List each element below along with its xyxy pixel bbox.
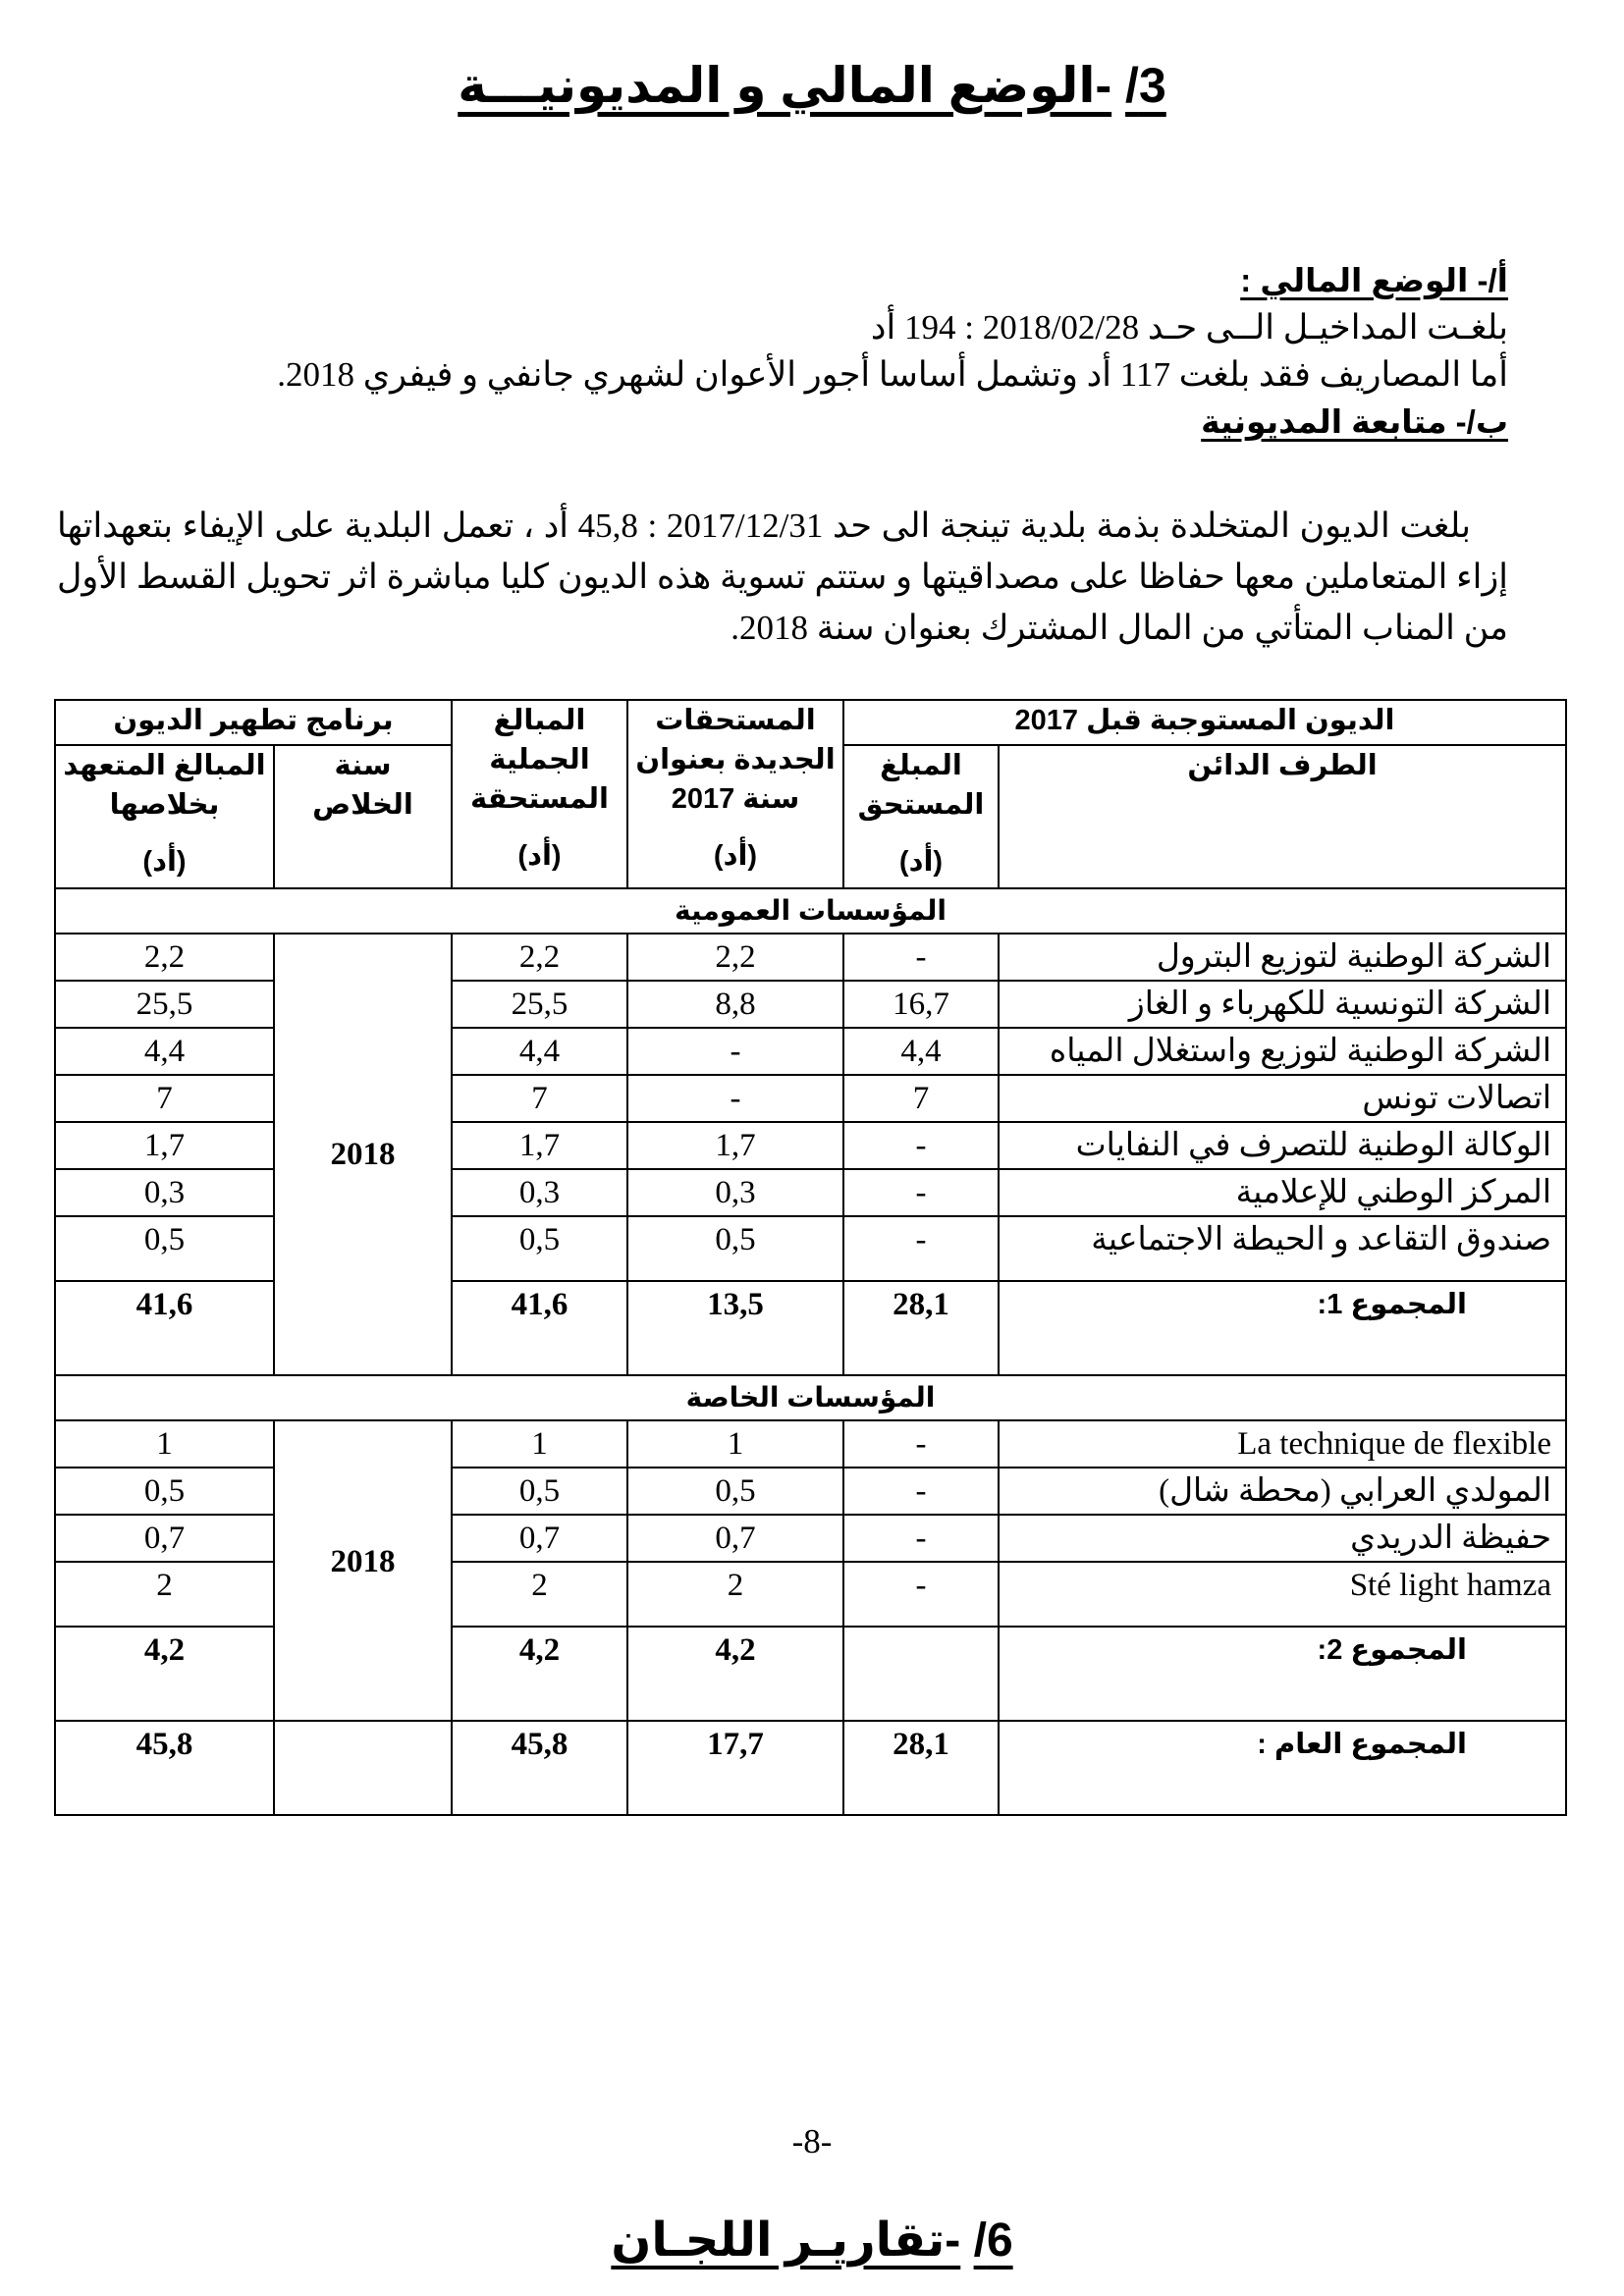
total-due-cell: 1 bbox=[452, 1420, 627, 1468]
subtotal-label: المجموع 1: bbox=[999, 1281, 1566, 1375]
revenue-line: بلغـت المداخيـل الــى حـد 2018/02/28 : 194 أد bbox=[870, 308, 1508, 347]
total-due-cell: 0,7 bbox=[452, 1515, 627, 1562]
new-dues-cell: 0,3 bbox=[627, 1169, 843, 1216]
new-dues-cell: 0,5 bbox=[627, 1468, 843, 1515]
payment-year-cell: 2018 bbox=[274, 1420, 452, 1721]
committed-cell: 4,4 bbox=[55, 1028, 274, 1075]
grand-total-committed: 45,8 bbox=[55, 1721, 274, 1815]
committed-cell: 1,7 bbox=[55, 1122, 274, 1169]
next-section-number: 6/ bbox=[973, 2215, 1013, 2267]
new-dues-cell: 1 bbox=[627, 1420, 843, 1468]
committed-cell: 0,7 bbox=[55, 1515, 274, 1562]
subtotal-amount-due bbox=[843, 1627, 999, 1721]
unit-label: (أد) bbox=[517, 840, 562, 872]
creditor-cell: المركز الوطني للإعلامية bbox=[999, 1169, 1566, 1216]
amount-due-cell: - bbox=[843, 1468, 999, 1515]
subtotal-total-due: 4,2 bbox=[452, 1627, 627, 1721]
subtotal-new-dues: 4,2 bbox=[627, 1627, 843, 1721]
total-due-cell: 0,3 bbox=[452, 1169, 627, 1216]
header-creditor: الطرف الدائن bbox=[999, 745, 1566, 888]
debt-paragraph: بلغت الديون المتخلدة بذمة بلدية تينجة الى حد 2017/12/31 : 45,8 أد ، تعمل البلدية على الإيفاء بتعهداتها إزاء المتعاملين معها حفاظا على مصداقيتها و ستتم تسوية هذه الديون كليا مباشرة اثر تحويل القسط الأول من المناب المتأتي من المال المشترك بعنوان سنة 2018. bbox=[57, 507, 1508, 647]
total-due-cell: 2 bbox=[452, 1562, 627, 1627]
amount-due-cell: - bbox=[843, 1420, 999, 1468]
header-program-group: برنامج تطهير الديون bbox=[55, 700, 452, 745]
unit-label: (أد) bbox=[713, 840, 758, 872]
section-title-text: -الوضع المالي و المديونيـــة bbox=[458, 58, 1112, 113]
subtotal-new-dues: 13,5 bbox=[627, 1281, 843, 1375]
committed-cell: 0,5 bbox=[55, 1216, 274, 1281]
page-number: -8- bbox=[791, 2122, 833, 2161]
grand-total-new-dues: 17,7 bbox=[627, 1721, 843, 1815]
creditor-cell: La technique de flexible bbox=[999, 1420, 1566, 1468]
financial-section bbox=[57, 257, 1508, 446]
creditor-cell: الشركة التونسية للكهرباء و الغاز bbox=[999, 981, 1566, 1028]
subtotal-amount-due: 28,1 bbox=[843, 1281, 999, 1375]
debt-heading: ب/- متابعة المديونية bbox=[1201, 403, 1508, 440]
total-due-cell: 1,7 bbox=[452, 1122, 627, 1169]
committed-cell: 2 bbox=[55, 1562, 274, 1627]
subtotal-label: المجموع 2: bbox=[999, 1627, 1566, 1721]
subtotal-total-due: 41,6 bbox=[452, 1281, 627, 1375]
header-new-dues: المستحقات الجديدة بعنوان سنة 2017 (أد) bbox=[627, 700, 843, 888]
total-due-cell: 0,5 bbox=[452, 1216, 627, 1281]
payment-year-cell: 2018 bbox=[274, 934, 452, 1375]
new-dues-cell: 2 bbox=[627, 1562, 843, 1627]
amount-due-cell: - bbox=[843, 1562, 999, 1627]
grand-total-amount-due: 28,1 bbox=[843, 1721, 999, 1815]
expenses-line: أما المصاريف فقد بلغت 117 أد وتشمل أساسا أجور الأعوان لشهري جانفي و فيفري 2018. bbox=[277, 355, 1508, 394]
debt-table bbox=[54, 699, 1567, 1816]
unit-label: (أد) bbox=[142, 846, 187, 878]
amount-due-cell: - bbox=[843, 1515, 999, 1562]
header-committed: المبالغ المتعهد بخلاصها (أد) bbox=[55, 745, 274, 888]
amount-due-cell: - bbox=[843, 1169, 999, 1216]
committed-cell: 0,3 bbox=[55, 1169, 274, 1216]
creditor-cell: صندوق التقاعد و الحيطة الاجتماعية bbox=[999, 1216, 1566, 1281]
amount-due-cell: 7 bbox=[843, 1075, 999, 1122]
total-due-cell: 7 bbox=[452, 1075, 627, 1122]
grand-total-total-due: 45,8 bbox=[452, 1721, 627, 1815]
new-dues-cell: 8,8 bbox=[627, 981, 843, 1028]
header-total-due: المبالغ الجملية المستحقة (أد) bbox=[452, 700, 627, 888]
creditor-cell: الشركة الوطنية لتوزيع البترول bbox=[999, 934, 1566, 981]
table-row bbox=[55, 1420, 1566, 1468]
creditor-cell: الشركة الوطنية لتوزيع واستغلال المياه bbox=[999, 1028, 1566, 1075]
new-dues-cell: 2,2 bbox=[627, 934, 843, 981]
financial-heading: أ/- الوضع المالي : bbox=[1240, 262, 1508, 298]
amount-due-cell: - bbox=[843, 1122, 999, 1169]
next-section-text: -تقاريـر اللجـان bbox=[611, 2215, 961, 2267]
new-dues-cell: 0,7 bbox=[627, 1515, 843, 1562]
section-title: المؤسسات العمومية bbox=[55, 888, 1566, 934]
creditor-cell: حفيظة الدريدي bbox=[999, 1515, 1566, 1562]
amount-due-cell: 4,4 bbox=[843, 1028, 999, 1075]
section-title-number: 3/ bbox=[1125, 58, 1166, 113]
amount-due-cell: - bbox=[843, 1216, 999, 1281]
new-dues-cell: - bbox=[627, 1028, 843, 1075]
new-dues-cell: 0,5 bbox=[627, 1216, 843, 1281]
section-title bbox=[0, 57, 1624, 114]
committed-cell: 2,2 bbox=[55, 934, 274, 981]
section-row bbox=[55, 1375, 1566, 1420]
grand-total-row bbox=[55, 1721, 1566, 1815]
header-due-group: الديون المستوجبة قبل 2017 bbox=[843, 700, 1566, 745]
creditor-cell: المولدي العرابي (محطة شال) bbox=[999, 1468, 1566, 1515]
subtotal-committed: 41,6 bbox=[55, 1281, 274, 1375]
total-due-cell: 25,5 bbox=[452, 981, 627, 1028]
total-due-cell: 0,5 bbox=[452, 1468, 627, 1515]
committed-cell: 0,5 bbox=[55, 1468, 274, 1515]
header-row-groups bbox=[55, 700, 1566, 745]
committed-cell: 1 bbox=[55, 1420, 274, 1468]
new-dues-cell: 1,7 bbox=[627, 1122, 843, 1169]
section-title: المؤسسات الخاصة bbox=[55, 1375, 1566, 1420]
subtotal-committed: 4,2 bbox=[55, 1627, 274, 1721]
header-amount-due: المبلغ المستحق (أد) bbox=[843, 745, 999, 888]
total-due-cell: 2,2 bbox=[452, 934, 627, 981]
next-section-title bbox=[0, 2213, 1624, 2268]
new-dues-cell: - bbox=[627, 1075, 843, 1122]
committed-cell: 25,5 bbox=[55, 981, 274, 1028]
creditor-cell: الوكالة الوطنية للتصرف في النفايات bbox=[999, 1122, 1566, 1169]
amount-due-cell: 16,7 bbox=[843, 981, 999, 1028]
grand-total-year-cell bbox=[274, 1721, 452, 1815]
creditor-cell: اتصالات تونس bbox=[999, 1075, 1566, 1122]
table-row bbox=[55, 934, 1566, 981]
section-row bbox=[55, 888, 1566, 934]
unit-label: (أد) bbox=[898, 846, 944, 878]
creditor-cell: Sté light hamza bbox=[999, 1562, 1566, 1627]
total-due-cell: 4,4 bbox=[452, 1028, 627, 1075]
amount-due-cell: - bbox=[843, 934, 999, 981]
header-payment-year: سنة الخلاص bbox=[274, 745, 452, 888]
grand-total-label: المجموع العام : bbox=[999, 1721, 1566, 1815]
committed-cell: 7 bbox=[55, 1075, 274, 1122]
